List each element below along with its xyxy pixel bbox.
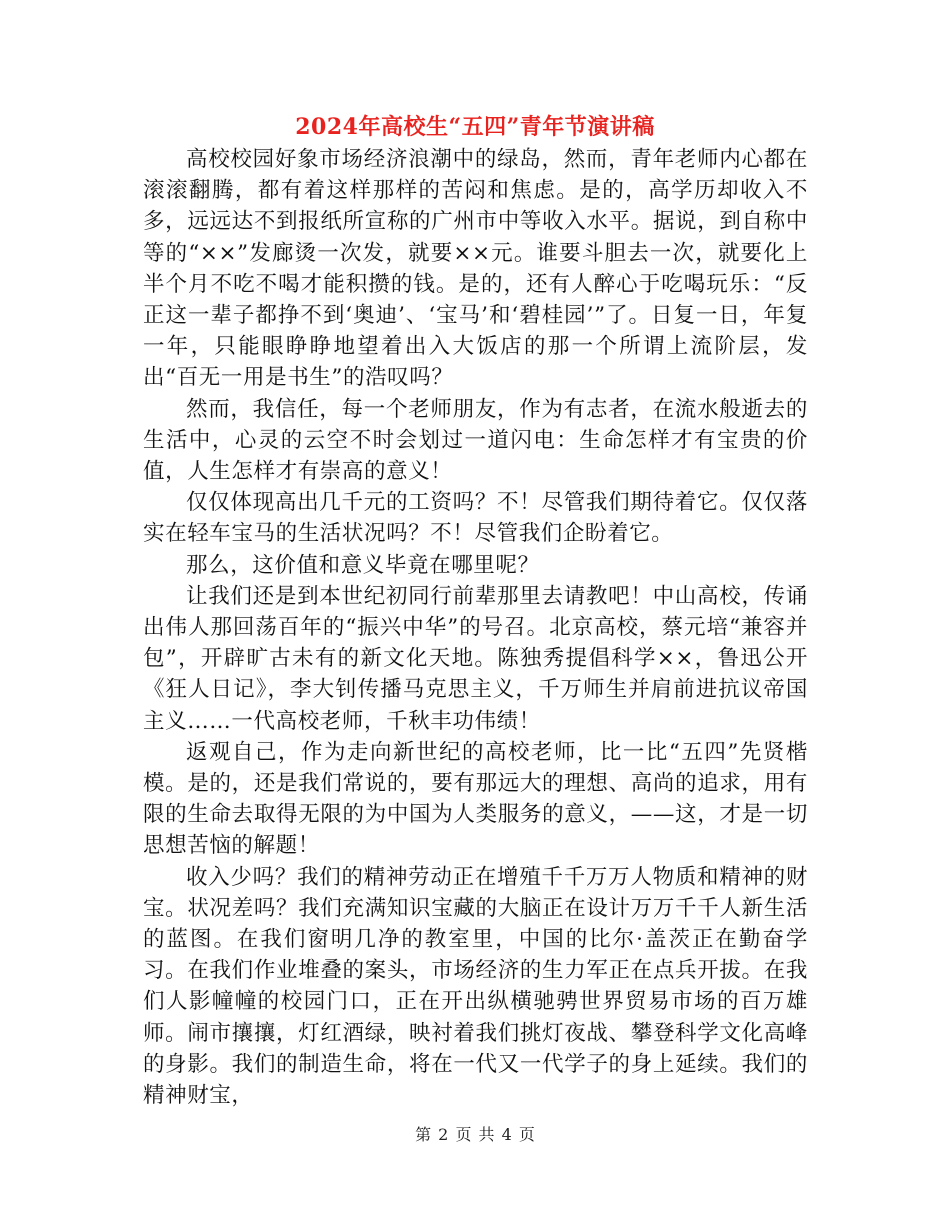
document-title: 2024年高校生“五四”青年节演讲稿 bbox=[295, 114, 655, 140]
paragraph: 仅仅体现高出几千元的工资吗？不！尽管我们期待着它。仅仅落实在轻车宝马的生活状况吗？不！尽管我们企盼着它。 bbox=[143, 490, 808, 547]
paragraph: 返观自己，作为走向新世纪的高校老师，比一比“五四”先贤楷模。是的，还是我们常说的，要有那远大的理想、高尚的追求，用有限的生命去取得无限的为中国为人类服务的意义，——这，才是一切思想苦恼的解题！ bbox=[143, 739, 808, 859]
paragraph: 高校校园好象市场经济浪潮中的绿岛，然而，青年老师内心都在滚滚翻腾，都有着这样那样的苦闷和焦虑。是的，高学历却收入不多，远远达不到报纸所宣称的广州市中等收入水平。据说，到自称中等的“××”发廊烫一次发，就要××元。谁要斗胆去一次，就要化上半个月不吃不喝才能积攒的钱。是的，还有人醉心于吃喝玩乐：“反正这一辈子都挣不到‘奥迪’、‘宝马’和‘碧桂园’”了。日复一日，年复一年，只能眼睁睁地望着出入大饭店的那一个所谓上流阶层，发出“百无一用是书生”的浩叹吗？ bbox=[143, 147, 808, 391]
paragraph: 收入少吗？我们的精神劳动正在增殖千千万万人物质和精神的财宝。状况差吗？我们充满知识宝藏的大脑正在设计万万千千人新生活的蓝图。在我们窗明几净的教室里，中国的比尔·盖茨正在勤奋学习。在我们作业堆叠的案头，市场经济的生力军正在点兵开拔。在我们人影幢幢的校园门口，正在开出纵横驰骋世界贸易市场的百万雄师。闹市攘攘，灯红酒绿，映衬着我们挑灯夜战、攀登科学文化高峰的身影。我们的制造生命，将在一代又一代学子的身上延续。我们的精神财宝， bbox=[143, 864, 808, 1109]
page-number-footer: 第 2 页 共 4 页 bbox=[415, 1125, 535, 1144]
paragraph: 那么，这价值和意义毕竟在哪里呢？ bbox=[186, 552, 540, 578]
document-body bbox=[143, 144, 808, 1111]
paragraph: 让我们还是到本世纪初同行前辈那里去请教吧！中山高校，传诵出伟人那回荡百年的“振兴中华”的号召。北京高校，蔡元培“兼容并包”，开辟旷古未有的新文化天地。陈独秀提倡科学××，鲁迅公开《狂人日记》，李大钊传播马克思主义，千万师生并肩前进抗议帝国主义……一代高校老师，千秋丰功伟绩！ bbox=[143, 583, 808, 734]
paragraph: 然而，我信任，每一个老师朋友，作为有志者，在流水般逝去的生活中，心灵的云空不时会划过一道闪电：生命怎样才有宝贵的价值，人生怎样才有崇高的意义！ bbox=[143, 396, 808, 485]
